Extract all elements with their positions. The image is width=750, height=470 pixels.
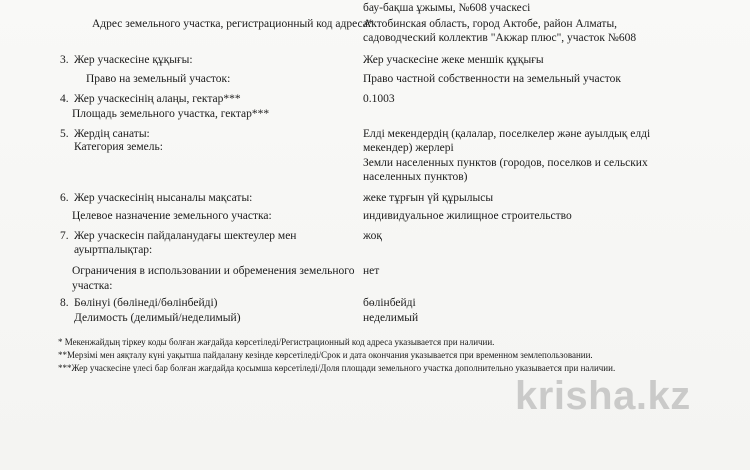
item4-label-ru: Площадь земельного участка, гектар*** xyxy=(72,108,270,120)
item8-value-kz: бөлінбейді xyxy=(363,297,416,309)
item4-value: 0.1003 xyxy=(363,93,395,105)
item8-label-kz: Бөлінуі (бөлінеді/бөлінбейді) xyxy=(74,297,218,309)
item3-value-ru: Право частной собственности на земельный участок xyxy=(363,73,621,85)
item5-value-ru-line2: населенных пунктов) xyxy=(363,171,468,183)
item4-number: 4. xyxy=(60,93,69,105)
item7-value-ru: нет xyxy=(363,265,380,277)
item7-label-kz-line2: ауыртпалықтар: xyxy=(74,244,153,256)
item8-value-ru: неделимый xyxy=(363,312,419,324)
krisha-watermark: krisha.kz xyxy=(515,374,691,418)
item8-number: 8. xyxy=(60,297,69,309)
top-value: бау-бақша ұжымы, №608 учаскесі xyxy=(363,2,531,14)
address-value-line2: садоводческий коллектив "Акжар плюс", участок №608 xyxy=(363,32,637,44)
item7-value-kz: жоқ xyxy=(363,230,382,242)
item7-label-ru-line2: участка: xyxy=(72,280,113,292)
item6-label-kz: Жер учаскесінің нысаналы мақсаты: xyxy=(74,192,253,204)
item5-number: 5. xyxy=(60,128,69,140)
item6-number: 6. xyxy=(60,192,69,204)
footnote-3: ***Жер учаскесіне үлесі бар болған жағдайда қосымша көрсетіледі/Доля площади земельного участка дополнительно указывается при наличии. xyxy=(58,363,616,373)
item3-label-kz: Жер учаскесіне құқығы: xyxy=(74,54,193,66)
address-label: Адрес земельного участка, регистрационный код адреса* xyxy=(92,18,374,30)
item3-number: 3. xyxy=(60,54,69,66)
item3-value-kz: Жер учаскесіне жеке меншік құқығы xyxy=(363,54,544,66)
item5-value-ru-line1: Земли населенных пунктов (городов, поселков и сельских xyxy=(363,157,648,169)
item7-number: 7. xyxy=(60,230,69,242)
item8-label-ru: Делимость (делимый/неделимый) xyxy=(74,312,241,324)
item5-value-kz-line1: Елді мекендердің (қалалар, поселкелер және ауылдық елді xyxy=(363,128,651,140)
item5-label-kz: Жердің санаты: xyxy=(74,128,150,140)
item6-value-kz: жеке тұрғын үй құрылысы xyxy=(363,192,494,204)
item5-value-kz-line2: мекендер) жерлері xyxy=(363,142,454,154)
footnote-2: **Мерзімі мен аяқталу күні уақытша пайдалану кезінде көрсетіледі/Срок и дата окончания указывается при временном землепользовании. xyxy=(58,350,593,360)
item6-value-ru: индивидуальное жилищное строительство xyxy=(363,210,572,222)
item7-label-ru-line1: Ограничения в использовании и обременения земельного xyxy=(72,265,355,277)
item3-label-ru: Право на земельный участок: xyxy=(86,73,231,85)
item4-label-kz: Жер учаскесінің алаңы, гектар*** xyxy=(74,93,241,105)
item5-label-ru: Категория земель: xyxy=(74,141,163,153)
item7-label-kz-line1: Жер учаскесін пайдаланудағы шектеулер мен xyxy=(74,230,297,242)
address-value-line1: Актобинская область, город Актобе, район Алматы, xyxy=(363,18,618,30)
item6-label-ru: Целевое назначение земельного участка: xyxy=(72,210,272,222)
footnote-1: * Мекенжайдың тіркеу коды болған жағдайда көрсетіледі/Регистрационный код адреса указывается при наличии. xyxy=(58,337,495,347)
